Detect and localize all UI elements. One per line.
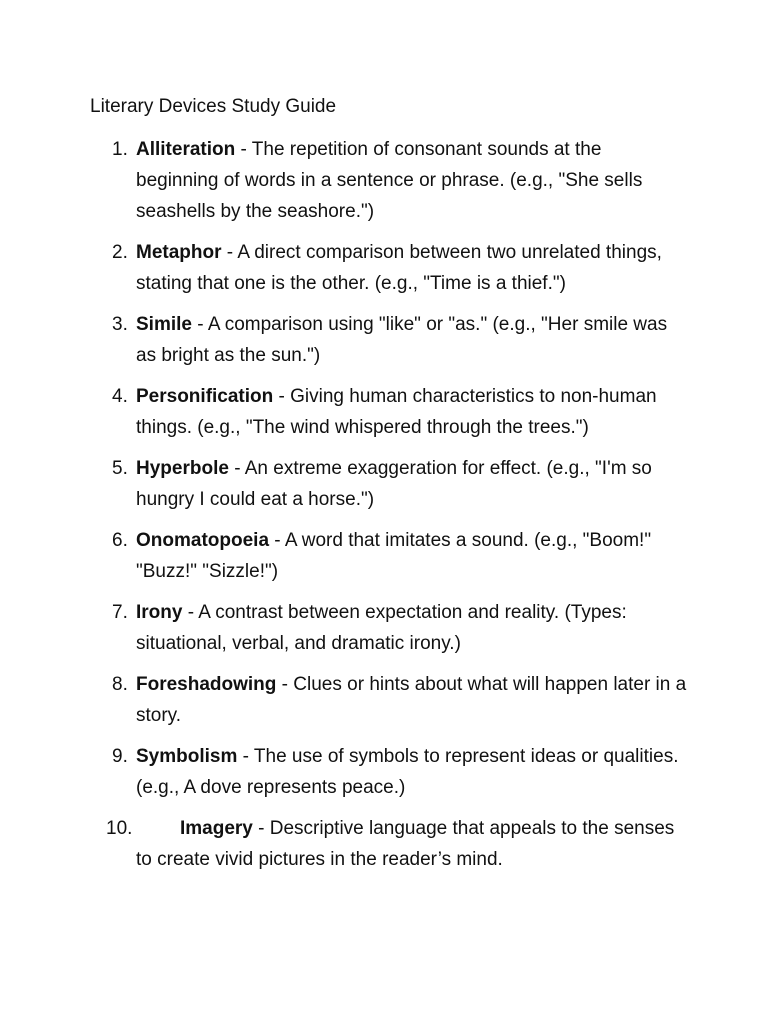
- item-term: Onomatopoeia: [136, 530, 270, 551]
- item-number: 3.: [112, 314, 128, 335]
- item-number: 4.: [112, 386, 128, 407]
- item-definition: - A comparison using "like" or "as." (e.g., "Her smile was as bright as the sun."): [136, 314, 668, 366]
- item-term: Foreshadowing: [136, 674, 277, 695]
- list-item: [0, 813, 768, 875]
- item-number: 2.: [112, 242, 128, 263]
- item-definition: - An extreme exaggeration for effect. (e.g., "I'm so hungry I could eat a horse."): [136, 458, 652, 510]
- item-number: 9.: [112, 746, 128, 767]
- item-term: Metaphor: [136, 242, 222, 263]
- item-term: Personification: [136, 386, 274, 407]
- item-term: Simile: [136, 314, 192, 335]
- literary-devices-list: [0, 134, 768, 885]
- list-item: [0, 741, 768, 803]
- item-definition: - The repetition of consonant sounds at the beginning of words in a sentence or phrase. (e.g., "She sells seashells by the seashore."): [136, 139, 643, 222]
- list-item: [0, 309, 768, 371]
- list-item: [0, 453, 768, 515]
- item-number: 6.: [112, 530, 128, 551]
- item-term: Symbolism: [136, 746, 238, 767]
- item-definition: - Giving human characteristics to non-human things. (e.g., "The wind whispered through the trees."): [136, 386, 657, 438]
- item-definition: - A word that imitates a sound. (e.g., "Boom!" "Buzz!" "Sizzle!"): [136, 530, 652, 582]
- list-item: [0, 381, 768, 443]
- item-term: Hyperbole: [136, 458, 229, 479]
- list-item: [0, 525, 768, 587]
- item-term: Alliteration: [136, 139, 236, 160]
- item-number: 1.: [112, 139, 128, 160]
- document-title: Literary Devices Study Guide: [90, 96, 337, 117]
- item-number: 5.: [112, 458, 128, 479]
- list-item: [0, 237, 768, 299]
- item-term: Irony: [136, 602, 183, 623]
- item-term: Imagery: [180, 818, 253, 839]
- item-definition: - The use of symbols to represent ideas or qualities. (e.g., A dove represents peace.): [136, 746, 679, 798]
- item-definition: - A direct comparison between two unrelated things, stating that one is the other. (e.g., "Time is a thief."): [136, 242, 662, 294]
- item-number: 8.: [112, 674, 128, 695]
- list-item: [0, 134, 768, 227]
- item-definition: - Clues or hints about what will happen later in a story.: [136, 674, 687, 726]
- item-number: 7.: [112, 602, 128, 623]
- item-number: 10.: [106, 818, 133, 839]
- item-definition: - Descriptive language that appeals to the senses to create vivid pictures in the reader’s mind.: [136, 818, 675, 870]
- list-item: [0, 597, 768, 659]
- item-definition: - A contrast between expectation and reality. (Types: situational, verbal, and dramatic irony.): [136, 602, 627, 654]
- list-item: [0, 669, 768, 731]
